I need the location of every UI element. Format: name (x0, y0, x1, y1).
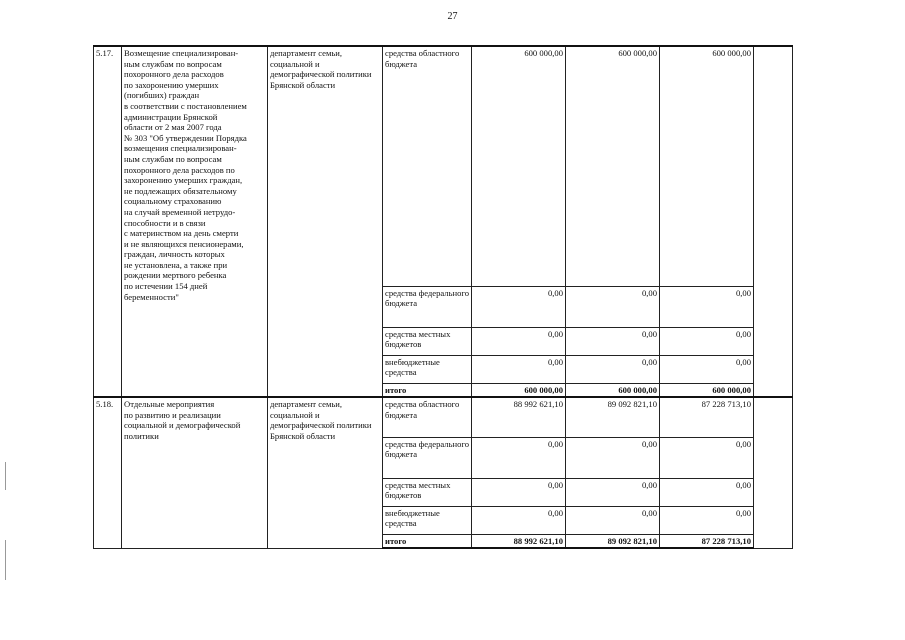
description-line: рождении мертвого ребенка (124, 270, 227, 281)
amount-year-1: 0,00 (472, 355, 566, 383)
funding-source: средства местных бюджетов (383, 478, 472, 506)
description-line: не подлежащих обязательному (124, 185, 237, 196)
amount-year-2: 0,00 (566, 506, 660, 534)
amount-year-3: 0,00 (660, 327, 754, 355)
amount-year-2: 0,00 (566, 437, 660, 478)
description-line: по истечении 154 дней (124, 281, 208, 292)
amount-year-3: 600 000,00 (660, 383, 754, 397)
description-line: по развитию и реализации (124, 409, 221, 420)
amount-year-3: 0,00 (660, 506, 754, 534)
funding-source: внебюджетные средства (383, 355, 472, 383)
executor: департамент семьи, социальной и демографической политики Брянской области (268, 46, 383, 397)
description-line: социальной и демографической (124, 420, 241, 431)
description-line: администрации Брянской (124, 111, 218, 122)
amount-year-3: 0,00 (660, 286, 754, 327)
amount-year-3: 0,00 (660, 478, 754, 506)
funding-source: внебюджетные средства (383, 506, 472, 534)
page-number: 27 (447, 11, 458, 22)
description-line: возмещения специализирован- (124, 143, 237, 154)
amount-year-3: 0,00 (660, 355, 754, 383)
description-line: граждан, личность которых (124, 249, 225, 260)
description-line: захоронению умерших граждан, (124, 175, 243, 186)
scan-edge-mark (5, 462, 6, 490)
amount-year-3: 600 000,00 (660, 46, 754, 286)
description-line: ным службам по вопросам (124, 153, 222, 164)
description-line: похоронного дела расходов (124, 69, 224, 80)
description-line: не установлена, а также при (124, 259, 228, 270)
description-line: № 303 "Об утверждении Порядка (124, 132, 247, 143)
description-line: и не являющихся пенсионерами, (124, 238, 244, 249)
funding-source: средства федерального бюджета (383, 286, 472, 327)
item-description (122, 397, 268, 548)
amount-year-2: 0,00 (566, 478, 660, 506)
amount-year-2: 89 092 821,10 (566, 397, 660, 437)
budget-table (93, 45, 793, 549)
description-line: по захоронению умерших (124, 79, 219, 90)
budget-table-body (94, 46, 793, 548)
description-line: ным службам по вопросам (124, 58, 222, 69)
description-line: Отдельные мероприятия (124, 399, 215, 410)
amount-year-1: 0,00 (472, 286, 566, 327)
description-line: политики (124, 430, 159, 441)
funding-source: средства областного бюджета (383, 46, 472, 286)
funding-source: средства областного бюджета (383, 397, 472, 437)
description-line: социальному страхованию (124, 196, 222, 207)
description-line: в соответствии с постановлением (124, 100, 247, 111)
amount-year-3: 87 228 713,10 (660, 397, 754, 437)
amount-year-1: 88 992 621,10 (472, 397, 566, 437)
description-line: способности и в связи (124, 217, 206, 228)
funding-row (94, 46, 793, 286)
amount-year-1: 0,00 (472, 327, 566, 355)
scan-edge-mark (5, 540, 6, 580)
amount-year-2: 600 000,00 (566, 383, 660, 397)
executor: департамент семьи, социальной и демографической политики Брянской области (268, 397, 383, 548)
amount-year-1: 600 000,00 (472, 46, 566, 286)
description-line: беременности" (124, 291, 179, 302)
amount-year-1: 0,00 (472, 478, 566, 506)
item-number: 5.18. (94, 397, 122, 548)
amount-year-2: 89 092 821,10 (566, 534, 660, 548)
note-cell (754, 397, 793, 548)
item-number: 5.17. (94, 46, 122, 397)
description-line: Возмещение специализирован- (124, 48, 239, 58)
amount-year-2: 0,00 (566, 286, 660, 327)
description-line: (погибших) граждан (124, 90, 200, 101)
amount-year-3: 87 228 713,10 (660, 534, 754, 548)
description-line: с материнством на день смерти (124, 228, 239, 239)
funding-source: итого (383, 383, 472, 397)
description-line: на случай временной нетрудо- (124, 206, 236, 217)
description-line: области от 2 мая 2007 года (124, 122, 222, 133)
item-description (122, 46, 268, 397)
amount-year-3: 0,00 (660, 437, 754, 478)
note-cell (754, 46, 793, 397)
funding-row (94, 397, 793, 437)
amount-year-1: 0,00 (472, 506, 566, 534)
description-line: похоронного дела расходов по (124, 164, 235, 175)
funding-source: средства местных бюджетов (383, 327, 472, 355)
amount-year-1: 600 000,00 (472, 383, 566, 397)
amount-year-2: 0,00 (566, 327, 660, 355)
amount-year-1: 88 992 621,10 (472, 534, 566, 548)
funding-source: итого (383, 534, 472, 548)
funding-source: средства федерального бюджета (383, 437, 472, 478)
amount-year-2: 0,00 (566, 355, 660, 383)
amount-year-1: 0,00 (472, 437, 566, 478)
amount-year-2: 600 000,00 (566, 46, 660, 286)
